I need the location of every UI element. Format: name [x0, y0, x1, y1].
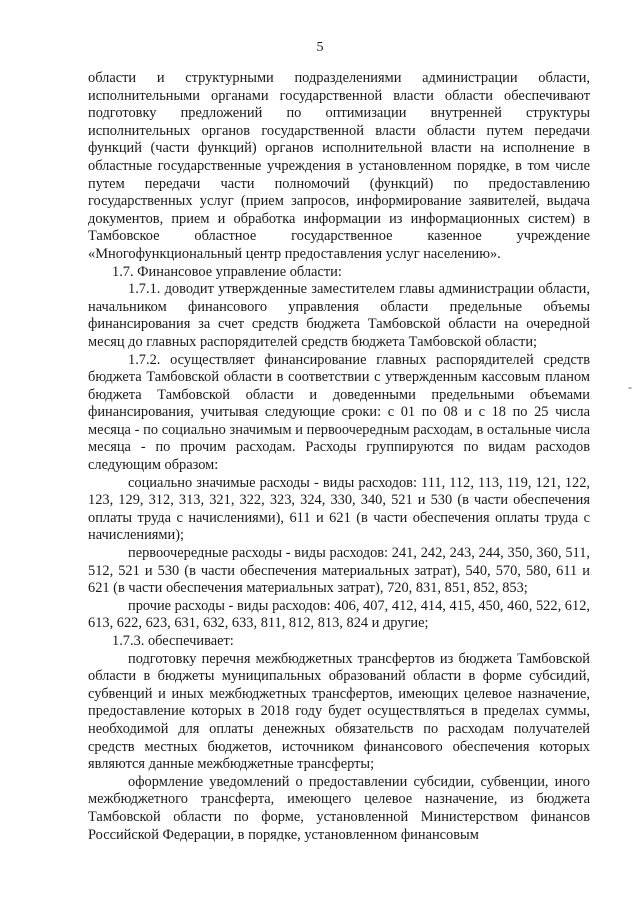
margin-mark: -	[628, 380, 632, 394]
page-number: 5	[316, 40, 324, 55]
paragraph-social-expenses: социально значимые расходы - виды расходов: 111, 112, 113, 119, 121, 122, 123, 129, 312, 313, 321, 322, 323, 324, 330, 340, 521 и 530 (в части обеспечения оплаты труда с начислениями), 611 и 621 (в части обеспечения оплаты труда с начислениями);	[88, 474, 590, 544]
paragraph-1-7-3: 1.7.3. обеспечивает:	[112, 633, 234, 649]
paragraph-transfers-list: подготовку перечня межбюджетных трансфертов из бюджета Тамбовской области в бюджеты муниципальных образований области в форме субсидий, субвенций и иных межбюджетных трансфертов, имеющих целевое назначение, предоставление которых в 2018 году будет осуществляться в пределах суммы, необходимой для оплаты денежных обязательств по расходам получателей средств местных бюджетов, источником финансового обеспечения которых являются данные межбюджетные трансферты;	[88, 650, 590, 773]
paragraph-continuation: области и структурными подразделениями администрации области, исполнительными органами государственной власти области обеспечивают подготовку предложений по оптимизации внутренней структуры исполнительных органов государственной власти области путем передачи функций (части функций) органов исполнительной власти на исполнение в областные государственные учреждения в установленном порядке, в том числе путем передачи части полномочий (функций) по предоставлению государственных услуг (прием запросов, информирование заявителей, выдача документов, прием и обработка информации из информационных систем) в Тамбовское областное государственное казенное учреждение «Многофункциональный центр предоставления услуг населению».	[88, 70, 590, 262]
paragraph-section-1-7: 1.7. Финансовое управление области:	[112, 263, 342, 280]
document-body	[88, 70, 590, 844]
paragraph-priority-expenses: первоочередные расходы - виды расходов: 241, 242, 243, 244, 350, 360, 511, 512, 521 и 530 (в части обеспечения материальных затрат), 540, 570, 580, 611 и 621 (в части обеспечения материальных затрат), 720, 831, 851, 852, 853;	[88, 545, 590, 597]
paragraph-other-expenses: прочие расходы - виды расходов: 406, 407, 412, 414, 415, 450, 460, 522, 612, 613, 622, 623, 631, 632, 633, 811, 812, 813, 824 и другие;	[88, 597, 590, 632]
paragraph-1-7-1: 1.7.1. доводит утвержденные заместителем главы администрации области, начальником финансового управления области предельные объемы финансирования за счет средств бюджета Тамбовской области на очередной месяц до главных распорядителей средств бюджета Тамбовской области;	[88, 281, 590, 350]
paragraph-notifications: оформление уведомлений о предоставлении субсидии, субвенции, иного межбюджетного трансферта, имеющего целевое назначение, из бюджета Тамбовской области по форме, установленной Министерством финансов Российской Федерации, в порядке, установленном финансовым	[88, 773, 590, 843]
paragraph-1-7-2: 1.7.2. осуществляет финансирование главных распорядителей средств бюджета Тамбовской области в соответствии с утвержденным кассовым планом бюджета Тамбовской области и доведенными предельными объемами финансирования, учитывая следующие сроки: с 01 по 08 и с 18 по 25 числа месяца - по социально значимым и первоочередным расходам, в остальные числа месяца - по прочим расходам. Расходы группируются по видам расходов следующим образом:	[88, 351, 590, 474]
